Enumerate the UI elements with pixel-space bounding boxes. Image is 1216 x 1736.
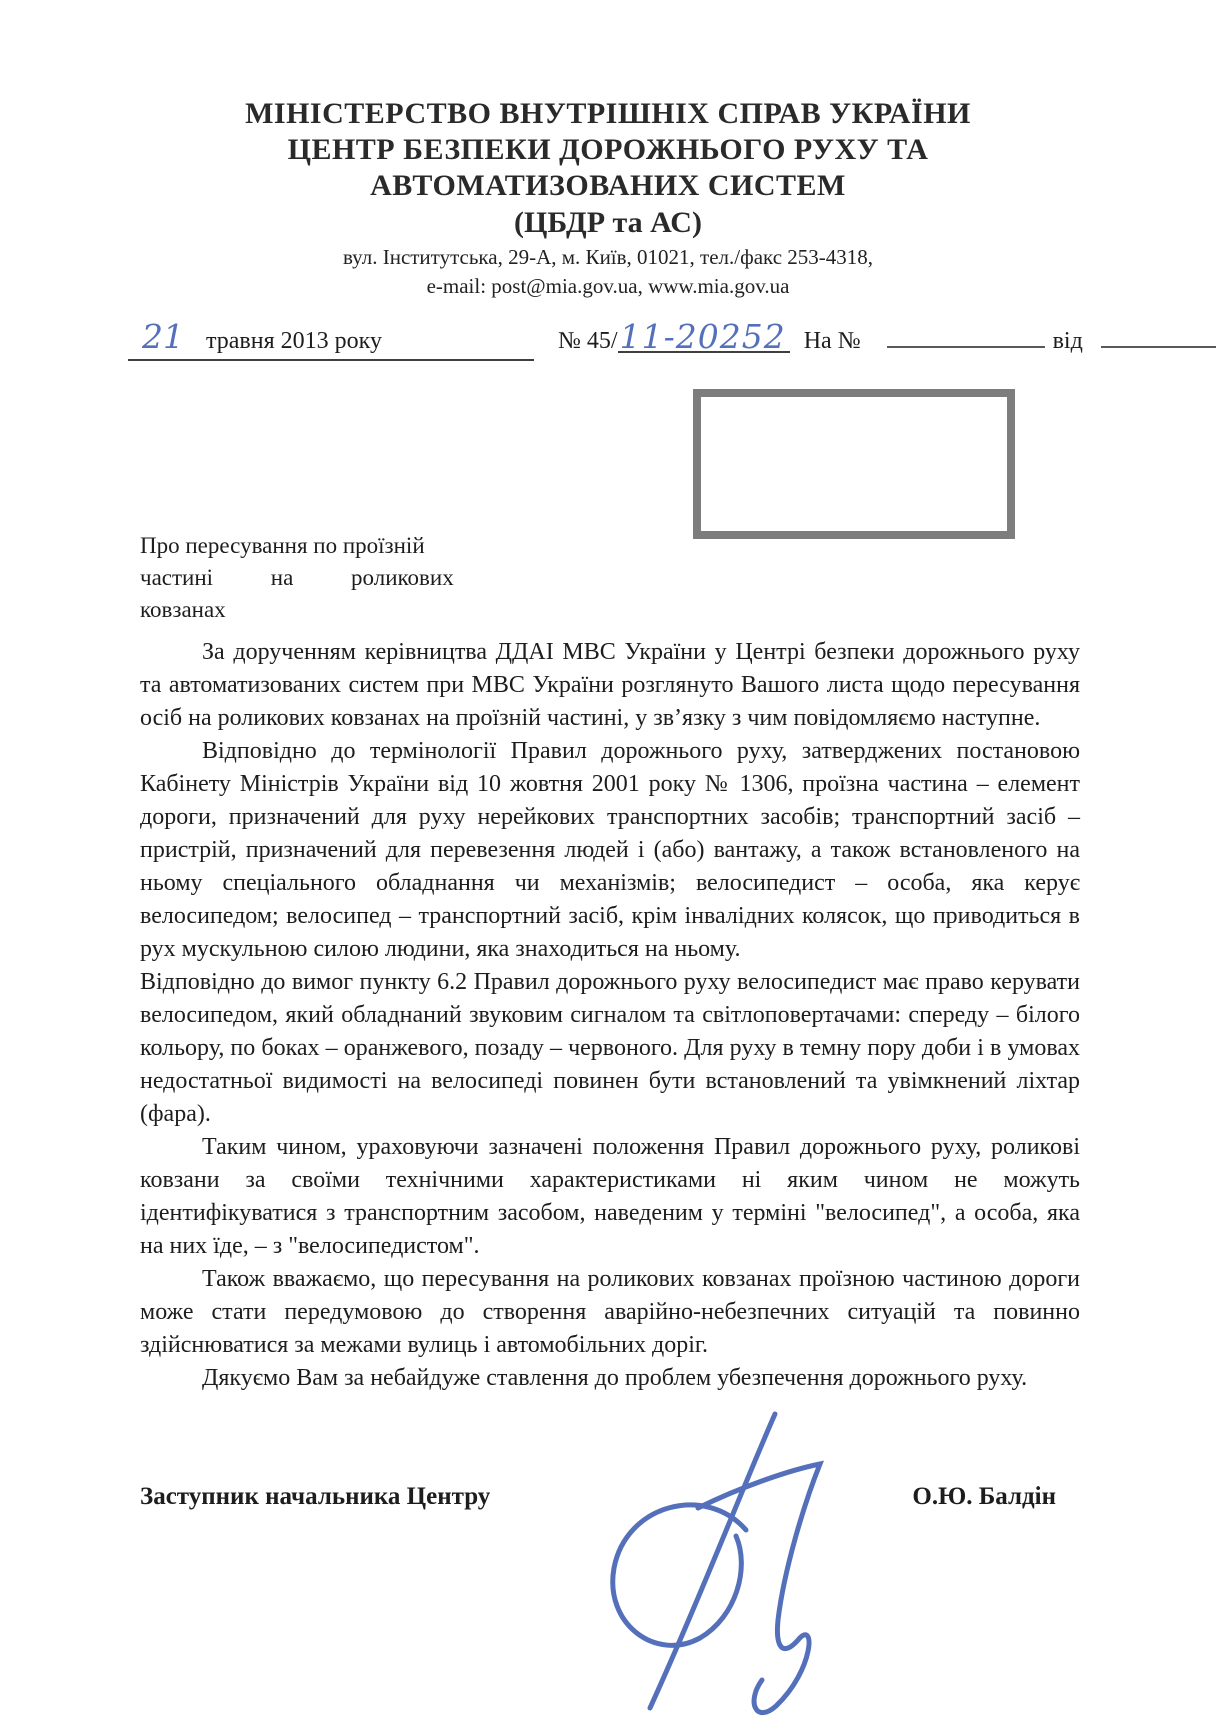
letterhead <box>0 0 1216 300</box>
paragraph: Дякуємо Вам за небайдуже ставлення до проблем убезпечення дорожнього руху. <box>202 1365 1028 1391</box>
number-prefix: № 45/ <box>558 328 618 354</box>
handwritten-day: 21 <box>142 317 184 356</box>
reply-number-blank <box>887 322 1045 348</box>
recipient-address-box <box>693 389 1015 539</box>
org-name-line2: ЦЕНТР БЕЗПЕКИ ДОРОЖНЬОГО РУХУ ТА <box>287 133 929 166</box>
from-date-label: від <box>1052 328 1083 354</box>
handwritten-number: 11-20252 <box>618 325 790 353</box>
paragraph: Відповідно до термінології Правил дорожнього руху, затверджених постановою Кабінету Міністрів України від 10 жовтня 2001 року № 1306, проїзна частина – елемент дороги, призначений для руху нерейкових транспортних засобів; транспортний засіб – пристрій, призначений для перевезення людей і (або) вантажу, а також встановленого на ньому спеціального обладнання чи механізмів; велосипедист – особа, яка керує велосипедом; велосипед – транспортний засіб, крім інвалідних колясок, що приводиться в рух мускульною силою людини, яка знаходиться на ньому. <box>140 738 1080 962</box>
date-printed: травня 2013 року <box>206 328 382 354</box>
org-name-line3: АВТОМАТИЗОВАНИХ СИСТЕМ <box>370 169 846 202</box>
signer-position: Заступник начальника Центру <box>140 1483 491 1510</box>
reply-to-label: На № <box>803 328 861 354</box>
signer-name: О.Ю. Балдін <box>912 1483 1056 1510</box>
org-address: вул. Інститутська, 29-А, м. Київ, 01021, тел./факс 253-4318, <box>342 245 874 269</box>
subject-block <box>140 530 488 626</box>
org-abbreviation: (ЦБДР та АС) <box>514 206 702 239</box>
from-date-blank <box>1101 322 1216 348</box>
signature-block <box>140 1483 1056 1511</box>
paragraph: Таким чином, ураховуючи зазначені положення Правил дорожнього руху, роликові ковзани за своїми технічними характеристиками ні яким чином не можуть ідентифікуватися з транспортним засобом, наведеним у терміні "велосипед", а особа, яка на них їде, – з "велосипедистом". <box>140 1134 1080 1259</box>
paragraph: Також вважаємо, що пересування на роликових ковзанах проїзною частиною дороги може стати передумовою до створення аварійно-небезпечних ситуацій та повинно здійснюватися за межами вулиць і автомобільних доріг. <box>140 1266 1080 1358</box>
subject-line: Про пересування по проїзній <box>140 533 425 558</box>
org-name-line1: МІНІСТЕРСТВО ВНУТРІШНІХ СПРАВ УКРАЇНИ <box>245 97 971 130</box>
paragraph: За дорученням керівництва ДДАІ МВС України у Центрі безпеки дорожнього руху та автоматизованих систем при МВС України розглянуто Вашого листа щодо пересування осіб на роликових ковзанах на проїзній частині, у зв’язку з чим повідомляємо наступне. <box>140 639 1080 731</box>
paragraph: Відповідно до вимог пункту 6.2 Правил дорожнього руху велосипедист має право керувати велосипедом, який обладнаний звуковим сигналом та світлоповертачами: спереду – білого кольору, по боках – оранжевого, позаду – червоного. Для руху в темну пору доби і в умовах недостатньої видимості на велосипеді повинен бути встановлений та увімкнений ліхтар (фара). <box>140 969 1080 1127</box>
date-field <box>128 317 534 361</box>
letter-body <box>140 636 1080 1395</box>
reference-line <box>128 317 1216 362</box>
outgoing-number <box>558 317 790 356</box>
subject-line: частині на роликових <box>140 565 454 590</box>
handwritten-signature-icon <box>578 1408 878 1733</box>
org-contacts: e-mail: post@mia.gov.ua, www.mia.gov.ua <box>426 274 790 298</box>
subject-line: ковзанах <box>140 597 226 622</box>
